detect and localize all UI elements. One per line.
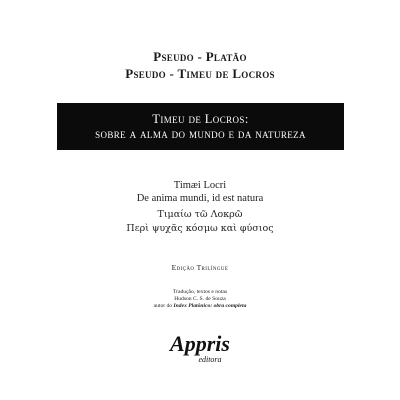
title-line-1: Timeu de Locros:: [152, 111, 249, 126]
author-1: Pseudo - Platão: [153, 49, 247, 64]
latin-title: [0, 179, 400, 205]
edition-label: Edição Trilíngue: [171, 263, 229, 272]
credits-line-2: Hudson C. S. de Souza: [174, 296, 226, 302]
credits-line-3-work: Index Platônico: obra completa: [173, 303, 247, 309]
publisher-name: Appris: [170, 331, 230, 356]
credits-line-1: Tradução, textos e notas: [172, 289, 228, 295]
publisher-logo: [160, 330, 240, 370]
publisher-sub: editora: [198, 355, 222, 364]
title-line-2: sobre a alma do mundo e da natureza: [95, 126, 306, 141]
author-2: Pseudo - Timeu de Locros: [125, 66, 275, 81]
publisher-logo-graphic: [160, 330, 240, 370]
latin-title-line-2: De anima mundi, id est natura: [136, 193, 264, 204]
author-names: [0, 48, 400, 82]
translator-credits: [0, 289, 400, 310]
credits-line-3-prefix: autor do: [153, 303, 174, 309]
greek-title-line-1: Τιμαίω τῶ Λοκρῶ: [157, 209, 243, 220]
latin-title-line-1: Timæi Locri: [173, 180, 227, 191]
greek-title: [0, 208, 400, 236]
title-band: [57, 103, 344, 150]
greek-title-line-2: Περὶ ψυχᾶς κόσμω καὶ φύσιος: [126, 223, 274, 234]
credits-line-3: [0, 303, 400, 310]
